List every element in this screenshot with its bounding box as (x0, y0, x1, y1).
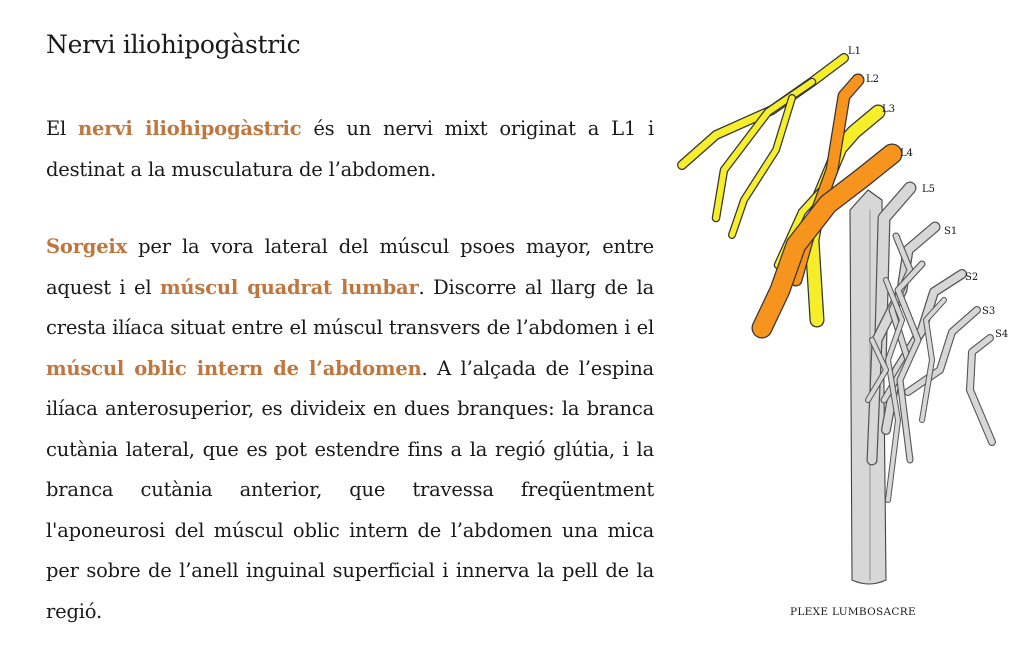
label-L1: L1 (848, 46, 862, 57)
link-musculo-oblic-intern[interactable]: múscul oblic intern de l’abdomen (46, 356, 422, 380)
label-L3: L3 (882, 104, 896, 115)
link-musculo-quadrat-lumbar[interactable]: múscul quadrat lumbar (160, 275, 419, 299)
label-S4: S4 (995, 329, 1009, 340)
lumbosacral-plexus-illustration (672, 40, 1012, 600)
label-S3: S3 (982, 306, 996, 317)
label-S2: S2 (965, 272, 979, 283)
label-L4: L4 (900, 148, 914, 159)
page-title: Nervi iliohipogàstric (46, 30, 301, 59)
link-nervi-iliohipogastric[interactable]: nervi iliohipogàstric (78, 117, 302, 140)
intro-paragraph: El nervi iliohipogàstric és un nervi mixt originat a L1 i destinat a la musculatura de l’abdomen. (46, 117, 654, 181)
label-L2: L2 (866, 74, 880, 85)
link-sorgeix[interactable]: Sorgeix (46, 235, 128, 258)
label-L5: L5 (922, 184, 936, 195)
figure-caption: PLEXE LUMBOSACRE (790, 606, 916, 618)
label-S1: S1 (944, 226, 958, 237)
description-paragraph: Sorgeix per la vora lateral del múscul psoes mayor, entre aquest i el múscul quadrat lumbar. Discorre al llarg de la cresta ilíaca situat entre el múscul transvers de l’abdomen i el múscul oblic intern de l’abdomen. A l’alçada de l’espina ilíaca anterosuperior, es divideix en dues branques: la branca cutània lateral, que es pot estendre fins a la regió glútia, i la branca cutània anterior, que travessa freqüentment l'aponeurosi del múscul oblic intern de l’abdomen una mica per sobre de l’anell inguinal superficial i innerva la pell de la regió. (46, 235, 654, 623)
